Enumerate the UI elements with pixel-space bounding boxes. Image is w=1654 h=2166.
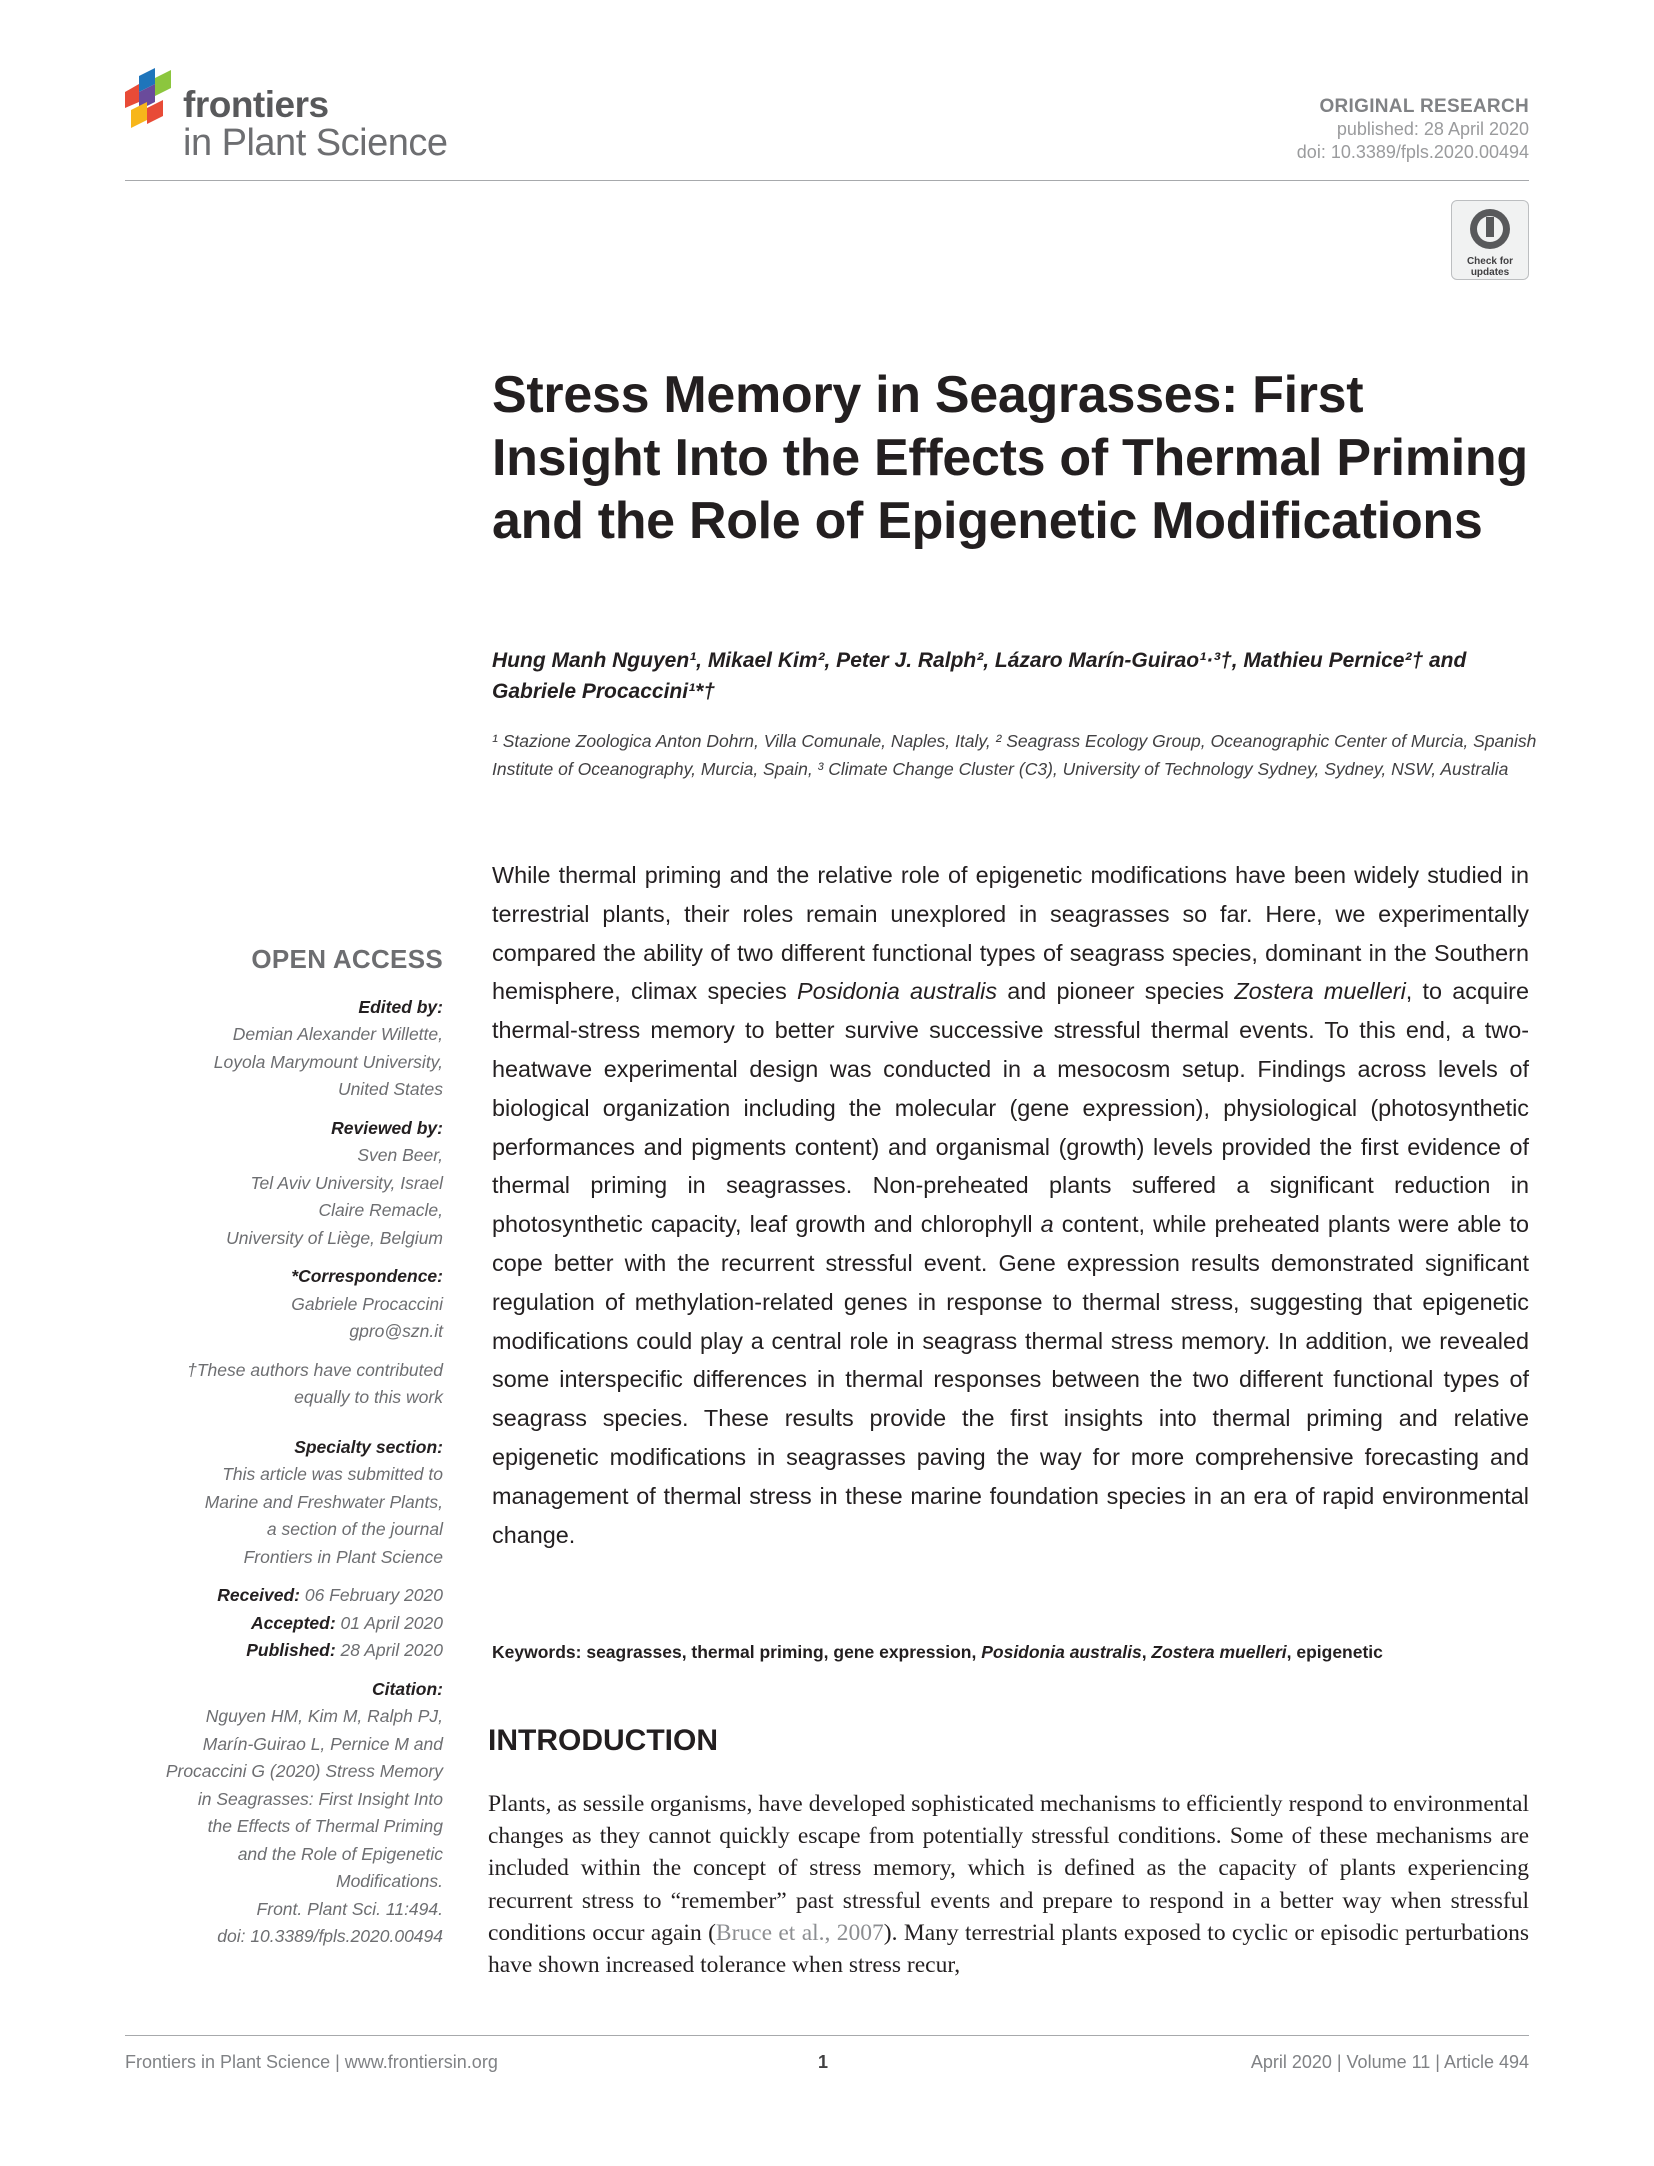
keyword-species: Posidonia australis [981, 1642, 1142, 1662]
edited-by-label: Edited by: [358, 996, 443, 1017]
chlorophyll-letter: a [1040, 1211, 1054, 1238]
reviewer-line: Claire Remacle, [318, 1200, 443, 1220]
citation-line: Nguyen HM, Kim M, Ralph PJ, [205, 1706, 443, 1726]
specialty-section-label: Specialty section: [294, 1436, 443, 1457]
equal-contribution-note: equally to this work [294, 1387, 443, 1407]
reviewed-by-label: Reviewed by: [331, 1117, 443, 1138]
keyword-text: seagrasses, thermal priming, gene expression, [581, 1642, 982, 1662]
check-badge-label: Check for updates [1466, 256, 1514, 278]
check-for-updates-button[interactable] [1451, 200, 1529, 280]
logo-wordmark: frontiers [183, 84, 329, 125]
correspondence-label: *Correspondence: [291, 1266, 443, 1286]
keyword-species: Zostera muelleri [1151, 1642, 1287, 1662]
specialty-line: a section of the journal [266, 1519, 443, 1539]
abstract-text: and pioneer species [997, 978, 1235, 1005]
section-heading-introduction: INTRODUCTION [488, 1724, 718, 1757]
keywords [492, 1642, 1542, 1663]
reviewer-line: Tel Aviv University, Israel [250, 1172, 443, 1193]
specialty-line: This article was submitted to [222, 1464, 443, 1484]
author-list: Hung Manh Nguyen¹, Mikael Kim², Peter J. Ralph², Lázaro Marín-Guirao¹·³†, Mathieu Pernice²† and Gabriele Procaccini¹*† [492, 649, 1467, 703]
keyword-text: , [1141, 1642, 1152, 1662]
doi-link[interactable]: doi: 10.3389/fpls.2020.00494 [1296, 142, 1529, 162]
citation-line: in Seagrasses: First Insight Into [197, 1788, 443, 1809]
specialty-line: Frontiers in Plant Science [243, 1546, 443, 1567]
published-date-sidebar [125, 1637, 443, 1665]
reviewer-line: Sven Beer, [357, 1145, 443, 1165]
page-number: 1 [818, 2052, 829, 2072]
header-divider [125, 180, 1529, 181]
published-label: Published: [246, 1640, 336, 1660]
keyword-text: , epigenetic [1286, 1642, 1383, 1662]
citation-link[interactable]: Bruce et al., 2007 [715, 1919, 884, 1946]
citation-line: the Effects of Thermal Priming [207, 1816, 443, 1836]
footer-issue-info: April 2020 | Volume 11 | Article 494 [1250, 2052, 1529, 2072]
editor-line: Loyola Marymount University, [213, 1051, 443, 1072]
citation-line: and the Role of Epigenetic [237, 1843, 443, 1864]
abstract-text: content, while preheated plants were able to cope better with the recurrent stressful event. Gene expression results demonstrated significant regulation of methylation-related genes in response to thermal stress, suggesting that epigenetic modifications could play a central role in seagrass thermal stress memory. In addition, we revealed some interspecific differences in thermal responses between the two different functional types of seagrass species. These results provide the first insights into thermal priming and relative epigenetic modifications in seagrasses paving the way for more comprehensive forecasting and management of thermal stress in these marine foundation species in an era of rapid environmental change. [492, 1211, 1529, 1548]
citation-line: Procaccini G (2020) Stress Memory [165, 1761, 443, 1781]
abstract-text: , to acquire thermal-stress memory to better survive successive stressful thermal events. To this end, a two-heatwave experimental design was conducted in a mesocosm setup. Findings across levels of biological organization including the molecular (gene expression), physiological (photosynthetic performances and pigments content) and organismal (growth) levels provided the first evidence of thermal priming in seagrasses. Non-preheated plants suffered a significant reduction in photosynthetic capacity, leaf growth and chlorophyll [492, 978, 1529, 1238]
specialty-line: Marine and Freshwater Plants, [204, 1491, 443, 1512]
open-access-label: OPEN ACCESS [251, 944, 443, 974]
editor-line: United States [337, 1079, 443, 1099]
species-name: Posidonia australis [797, 978, 998, 1005]
correspondence-name: Gabriele Procaccini [291, 1293, 443, 1314]
received-date [125, 1582, 443, 1610]
received-value: 06 February 2020 [299, 1585, 443, 1605]
article-meta [1297, 96, 1529, 164]
abstract [492, 856, 1529, 1554]
editor-line: Demian Alexander Willette, [232, 1024, 443, 1044]
introduction-paragraph [488, 1788, 1529, 1981]
received-label: Received: [217, 1585, 300, 1605]
body-text: ). Many terrestrial plants exposed to cyclic or episodic perturbations have shown increased tolerance when stress recur, [488, 1919, 1529, 1979]
citation-line: Modifications. [336, 1871, 443, 1891]
abstract-text: While thermal priming and the relative role of epigenetic modifications have been widely studied in terrestrial plants, their roles remain unexplored in seagrasses so far. Here, we experimentally compared the ability of two different functional types of seagrass species, dominant in the Southern hemisphere, climax species [492, 862, 1529, 1005]
article-sidebar [125, 946, 443, 1951]
footer-divider [125, 2035, 1529, 2036]
journal-logo[interactable] [125, 68, 455, 178]
logo-journal-name: in Plant Science [183, 122, 448, 164]
published-date: published: 28 April 2020 [1336, 119, 1529, 139]
accepted-value: 01 April 2020 [335, 1612, 443, 1633]
accepted-label: Accepted: [251, 1612, 336, 1633]
equal-contribution-note: †These authors have contributed [187, 1359, 443, 1380]
footer-journal-link[interactable]: Frontiers in Plant Science | www.frontiersin.org [125, 2052, 498, 2072]
affiliations: ¹ Stazione Zoologica Anton Dohrn, Villa Comunale, Naples, Italy, ² Seagrass Ecology Group, Oceanographic Center of Murcia, Spanish Institute of Oceanography, Murcia, Spain, ³ Climate Change Cluster (C3), University of Technology Sydney, Sydney, NSW, Australia [492, 731, 1537, 779]
published-value: 28 April 2020 [335, 1640, 443, 1660]
article-title: Stress Memory in Seagrasses: First Insight Into the Effects of Thermal Priming and the Role of Epigenetic Modifications [492, 366, 1528, 550]
article-type: ORIGINAL RESEARCH [1319, 96, 1529, 117]
species-name: Zostera muelleri [1234, 978, 1406, 1005]
keywords-label: Keywords: [492, 1642, 582, 1662]
body-text: Plants, as sessile organisms, have developed sophisticated mechanisms to efficiently respond to environmental changes as they cannot quickly escape from potentially stressful conditions. Some of these mechanisms are included within the concept of stress memory, which is defined as the capacity of plants experiencing recurrent stress to “remember” past stressful events and prepare to respond in a better way when stressful conditions occur again ( [488, 1791, 1529, 1946]
accepted-date [125, 1610, 443, 1638]
frontiers-logo-icon [125, 68, 181, 134]
correspondence-email[interactable]: gpro@szn.it [349, 1321, 443, 1341]
crossmark-icon [1468, 207, 1512, 251]
citation-line: Front. Plant Sci. 11:494. [256, 1898, 443, 1919]
citation-doi[interactable]: doi: 10.3389/fpls.2020.00494 [217, 1926, 443, 1946]
reviewer-line: University of Liège, Belgium [226, 1227, 443, 1248]
citation-line: Marín-Guirao L, Pernice M and [202, 1733, 443, 1754]
citation-label: Citation: [372, 1678, 443, 1699]
